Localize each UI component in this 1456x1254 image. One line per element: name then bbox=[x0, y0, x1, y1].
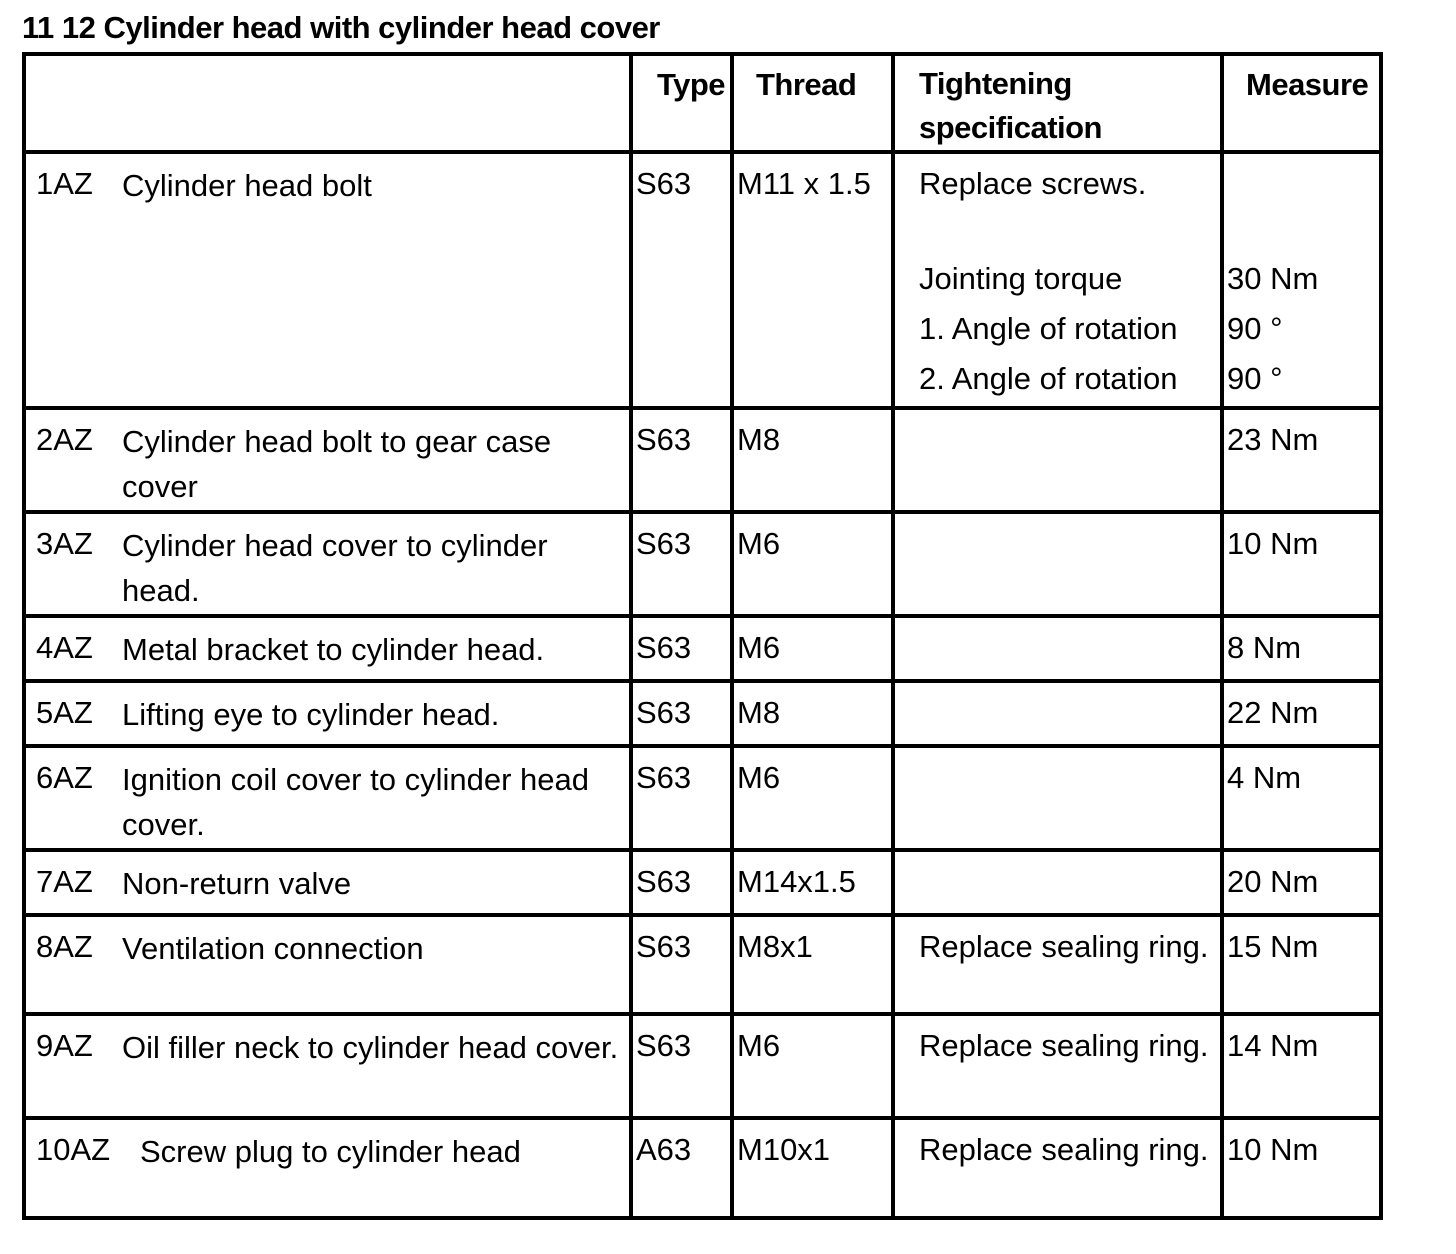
page-title: 11 12 Cylinder head with cylinder head cover bbox=[22, 10, 660, 45]
item-number: 4AZ bbox=[36, 630, 93, 665]
spec-line bbox=[919, 211, 1220, 256]
item-number: 5AZ bbox=[36, 695, 93, 730]
measure-line: 30 Nm bbox=[1227, 261, 1319, 296]
measure-cell: 14 Nm bbox=[1222, 1014, 1381, 1118]
tightening-spec-cell: Replace sealing ring. bbox=[893, 1014, 1222, 1118]
type-cell: S63 bbox=[631, 1014, 732, 1118]
table-row bbox=[24, 616, 1381, 681]
type-cell: S63 bbox=[631, 850, 732, 915]
item-number: 3AZ bbox=[36, 526, 93, 561]
thread-cell: M14x1.5 bbox=[732, 850, 893, 915]
table-row bbox=[24, 681, 1381, 746]
tightening-spec-cell: Replace sealing ring. bbox=[893, 915, 1222, 1014]
item-number: 8AZ bbox=[36, 929, 93, 964]
item-cell bbox=[24, 616, 631, 681]
table-row bbox=[24, 408, 1381, 512]
table-row bbox=[24, 1118, 1381, 1218]
tightening-spec-cell bbox=[893, 408, 1222, 512]
type-cell: S63 bbox=[631, 915, 732, 1014]
item-cell bbox=[24, 1014, 631, 1118]
item-number: 1AZ bbox=[36, 166, 93, 201]
type-cell: S63 bbox=[631, 681, 732, 746]
item-cell bbox=[24, 512, 631, 616]
type-cell: S63 bbox=[631, 746, 732, 850]
thread-cell: M8 bbox=[732, 681, 893, 746]
measure-cell: 15 Nm bbox=[1222, 915, 1381, 1014]
item-number: 9AZ bbox=[36, 1028, 93, 1063]
thread-cell: M6 bbox=[732, 616, 893, 681]
spec-line: Replace screws. bbox=[919, 166, 1147, 201]
item-number: 2AZ bbox=[36, 422, 93, 457]
type-cell: S63 bbox=[631, 408, 732, 512]
measure-cell bbox=[1222, 152, 1381, 408]
measure-cell: 10 Nm bbox=[1222, 1118, 1381, 1218]
item-description: Screw plug to cylinder head bbox=[140, 1134, 521, 1169]
spec-line: Jointing torque bbox=[919, 261, 1123, 296]
type-cell: S63 bbox=[631, 152, 732, 408]
item-cell bbox=[24, 746, 631, 850]
table-row bbox=[24, 850, 1381, 915]
tightening-spec-cell bbox=[893, 850, 1222, 915]
item-description: Cylinder head bolt bbox=[122, 168, 372, 203]
item-description: Ventilation connection bbox=[122, 931, 424, 966]
item-cell bbox=[24, 152, 631, 408]
table-row bbox=[24, 1014, 1381, 1118]
measure-cell: 10 Nm bbox=[1222, 512, 1381, 616]
item-description: Ignition coil cover to cylinder head cover. bbox=[122, 762, 589, 842]
header-tightening-line1: Tightening bbox=[919, 66, 1072, 101]
tightening-torque-table bbox=[22, 52, 1383, 1220]
thread-cell: M11 x 1.5 bbox=[732, 152, 893, 408]
tightening-spec-cell: Replace sealing ring. bbox=[893, 1118, 1222, 1218]
tightening-spec-cell bbox=[893, 746, 1222, 850]
item-number: 10AZ bbox=[36, 1132, 111, 1167]
spec-line: 2. Angle of rotation bbox=[919, 361, 1178, 396]
header-thread: Thread bbox=[732, 54, 893, 152]
thread-cell: M8x1 bbox=[732, 915, 893, 1014]
item-cell bbox=[24, 408, 631, 512]
item-description: Lifting eye to cylinder head. bbox=[122, 697, 500, 732]
table-row bbox=[24, 152, 1381, 408]
header-tightening-specification bbox=[893, 54, 1222, 152]
measure-cell: 20 Nm bbox=[1222, 850, 1381, 915]
item-number: 6AZ bbox=[36, 760, 93, 795]
tightening-spec-cell bbox=[893, 681, 1222, 746]
type-cell: S63 bbox=[631, 616, 732, 681]
tightening-spec-cell bbox=[893, 152, 1222, 408]
measure-cell: 4 Nm bbox=[1222, 746, 1381, 850]
thread-cell: M10x1 bbox=[732, 1118, 893, 1218]
measure-line: 90 ° bbox=[1227, 361, 1283, 396]
header-tightening-line2: specification bbox=[919, 110, 1102, 145]
tightening-spec-cell bbox=[893, 616, 1222, 681]
item-cell bbox=[24, 850, 631, 915]
measure-line bbox=[1227, 161, 1379, 211]
item-description: Cylinder head bolt to gear case cover bbox=[122, 424, 552, 504]
table-header-row bbox=[24, 54, 1381, 152]
item-cell bbox=[24, 1118, 631, 1218]
item-description: Cylinder head cover to cylinder head. bbox=[122, 528, 548, 608]
header-item bbox=[24, 54, 631, 152]
header-measure: Measure bbox=[1222, 54, 1381, 152]
measure-line: 90 ° bbox=[1227, 311, 1283, 346]
measure-cell: 22 Nm bbox=[1222, 681, 1381, 746]
thread-cell: M6 bbox=[732, 746, 893, 850]
thread-cell: M8 bbox=[732, 408, 893, 512]
table-row bbox=[24, 915, 1381, 1014]
item-description: Non-return valve bbox=[122, 866, 352, 901]
thread-cell: M6 bbox=[732, 1014, 893, 1118]
type-cell: A63 bbox=[631, 1118, 732, 1218]
tightening-spec-cell bbox=[893, 512, 1222, 616]
thread-cell: M6 bbox=[732, 512, 893, 616]
measure-cell: 23 Nm bbox=[1222, 408, 1381, 512]
item-description: Oil filler neck to cylinder head cover. bbox=[122, 1030, 619, 1065]
header-type: Type bbox=[631, 54, 732, 152]
table-row bbox=[24, 746, 1381, 850]
measure-line bbox=[1227, 211, 1379, 256]
item-number: 7AZ bbox=[36, 864, 93, 899]
table-row bbox=[24, 512, 1381, 616]
spec-line: 1. Angle of rotation bbox=[919, 311, 1178, 346]
measure-cell: 8 Nm bbox=[1222, 616, 1381, 681]
item-cell bbox=[24, 915, 631, 1014]
item-description: Metal bracket to cylinder head. bbox=[122, 632, 545, 667]
item-cell bbox=[24, 681, 631, 746]
type-cell: S63 bbox=[631, 512, 732, 616]
